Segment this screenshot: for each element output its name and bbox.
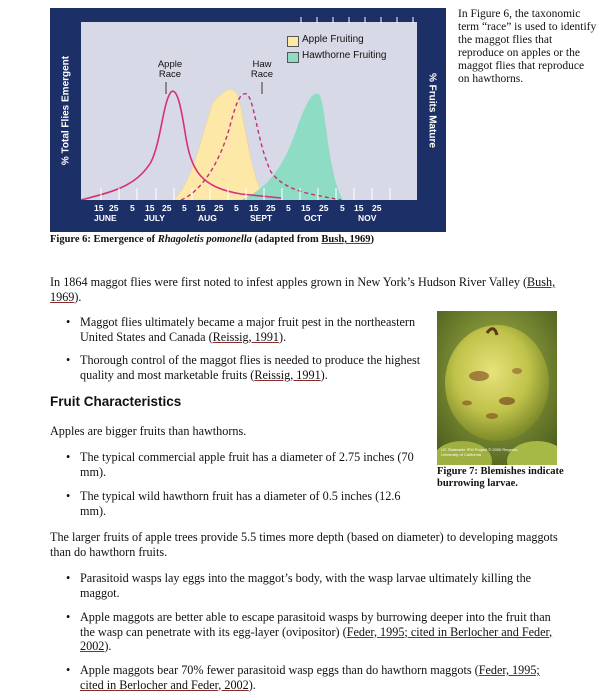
list-item: The typical commercial apple fruit has a diameter of 2.75 inches (70 mm). <box>80 450 414 479</box>
figure-7-apple-photo <box>437 311 557 465</box>
figure-7-caption: Figure 7: Blemishes indicate burrowing larvae. <box>437 466 564 489</box>
image-credit: UC Statewide IPM Project © 2000 Regents, University of California <box>441 447 519 457</box>
citation-link[interactable]: Feder, 1995; cited in Berlocher and Feder, 2002 <box>80 624 553 653</box>
list-item: • Maggot flies ultimately became a major fruit pest in the northeastern United States and Canada (Reissig, 1991). <box>66 315 416 344</box>
day-tick: 5 <box>286 203 291 213</box>
list-item: • Thorough control of the maggot flies is needed to produce the highest quality and most marketable fruits (Reissig, 1991). <box>66 353 421 382</box>
list-item: • Parasitoid wasps lay eggs into the maggot’s body, with the wasp larvae ultimately killing the maggot. <box>66 571 532 600</box>
month-label: NOV <box>358 213 377 223</box>
day-tick: 15 <box>94 203 104 213</box>
list-item: • Apple maggots are better able to escape parasitoid wasps by burrowing deeper into the fruit than the wasp can penetrate with its egg-layer (ovipositor) (Feder, 1995; cited in Berlocher and Feder, 2002). <box>66 610 553 653</box>
y-axis-label-left: % Total Flies Emergent <box>60 55 72 166</box>
day-tick: 25 <box>266 203 276 213</box>
figure-6-bottom-ticks <box>81 188 417 200</box>
day-tick: 5 <box>182 203 187 213</box>
bullet-dot: • <box>66 489 71 503</box>
citation-link[interactable]: Bush, 1969 <box>50 275 556 304</box>
day-tick: 5 <box>234 203 239 213</box>
day-tick: 25 <box>214 203 224 213</box>
day-tick: 5 <box>130 203 135 213</box>
figure-6-top-ticks <box>81 17 417 23</box>
day-tick: 15 <box>249 203 259 213</box>
list-item: The typical wild hawthorn fruit has a diameter of 0.5 inches (12.6 mm). <box>80 489 401 518</box>
day-tick: 25 <box>109 203 119 213</box>
month-label: OCT <box>304 213 322 223</box>
day-tick: 25 <box>162 203 172 213</box>
side-note: In Figure 6, the taxonomic term “race” is used to identify the maggot flies that reproduce on apples or the maggot flies that reproduce on hawthorns. <box>458 8 597 85</box>
citation-link[interactable]: Reissig, 1991 <box>254 367 321 382</box>
day-tick: 25 <box>319 203 329 213</box>
day-tick: 25 <box>372 203 382 213</box>
month-label: JUNE <box>94 213 117 223</box>
legend-hawthorne-fruiting: Hawthorne Fruiting <box>302 50 387 61</box>
annotation-haw-race: Haw Race <box>250 59 274 80</box>
day-tick: 15 <box>354 203 364 213</box>
day-tick: 15 <box>301 203 311 213</box>
fruit-intro: Apples are bigger fruits than hawthorns. <box>50 424 247 438</box>
bullet-dot: • <box>66 450 71 464</box>
month-label: SEPT <box>250 213 273 223</box>
intro-paragraph: In 1864 maggot flies were first noted to infest apples grown in New York’s Hudson River Valley (Bush, 1969). <box>50 275 556 304</box>
y-axis-label-right: % Fruits Mature <box>426 72 438 148</box>
citation-link[interactable]: Feder, 1995; cited in Berlocher and Feder, 2002 <box>80 663 540 692</box>
annotation-apple-race: Apple Race <box>157 59 183 80</box>
legend-swatch-hawthorne <box>287 52 299 63</box>
x-axis-months <box>92 213 402 223</box>
section-heading: Fruit Characteristics <box>50 394 182 409</box>
citation-link[interactable]: Reissig, 1991 <box>212 329 280 344</box>
day-tick: 15 <box>145 203 155 213</box>
month-label: AUG <box>198 213 217 223</box>
x-axis-day-ticks <box>92 203 402 213</box>
month-label: JULY <box>144 213 165 223</box>
apple-photo-illustration <box>437 311 557 465</box>
legend-apple-fruiting: Apple Fruiting <box>302 34 364 45</box>
figure-6-curves <box>81 22 417 200</box>
day-tick: 5 <box>340 203 345 213</box>
legend-swatch-apple <box>287 36 299 47</box>
depth-paragraph: The larger fruits of apple trees provide 5.5 times more depth (based on diameter) to developing maggots than do hawthorn fruits. <box>50 530 558 559</box>
day-tick: 15 <box>196 203 206 213</box>
list-item: • Apple maggots bear 70% fewer parasitoid wasp eggs than do hawthorn maggots (Feder, 1995; cited in Berlocher and Feder, 2002). <box>66 663 540 692</box>
citation-link[interactable]: Bush, 1969 <box>321 234 371 245</box>
figure-6-plot-area <box>81 22 417 200</box>
figure-6-caption: Figure 6: Emergence of Rhagoletis pomonella (adapted from Bush, 1969) <box>50 234 374 245</box>
